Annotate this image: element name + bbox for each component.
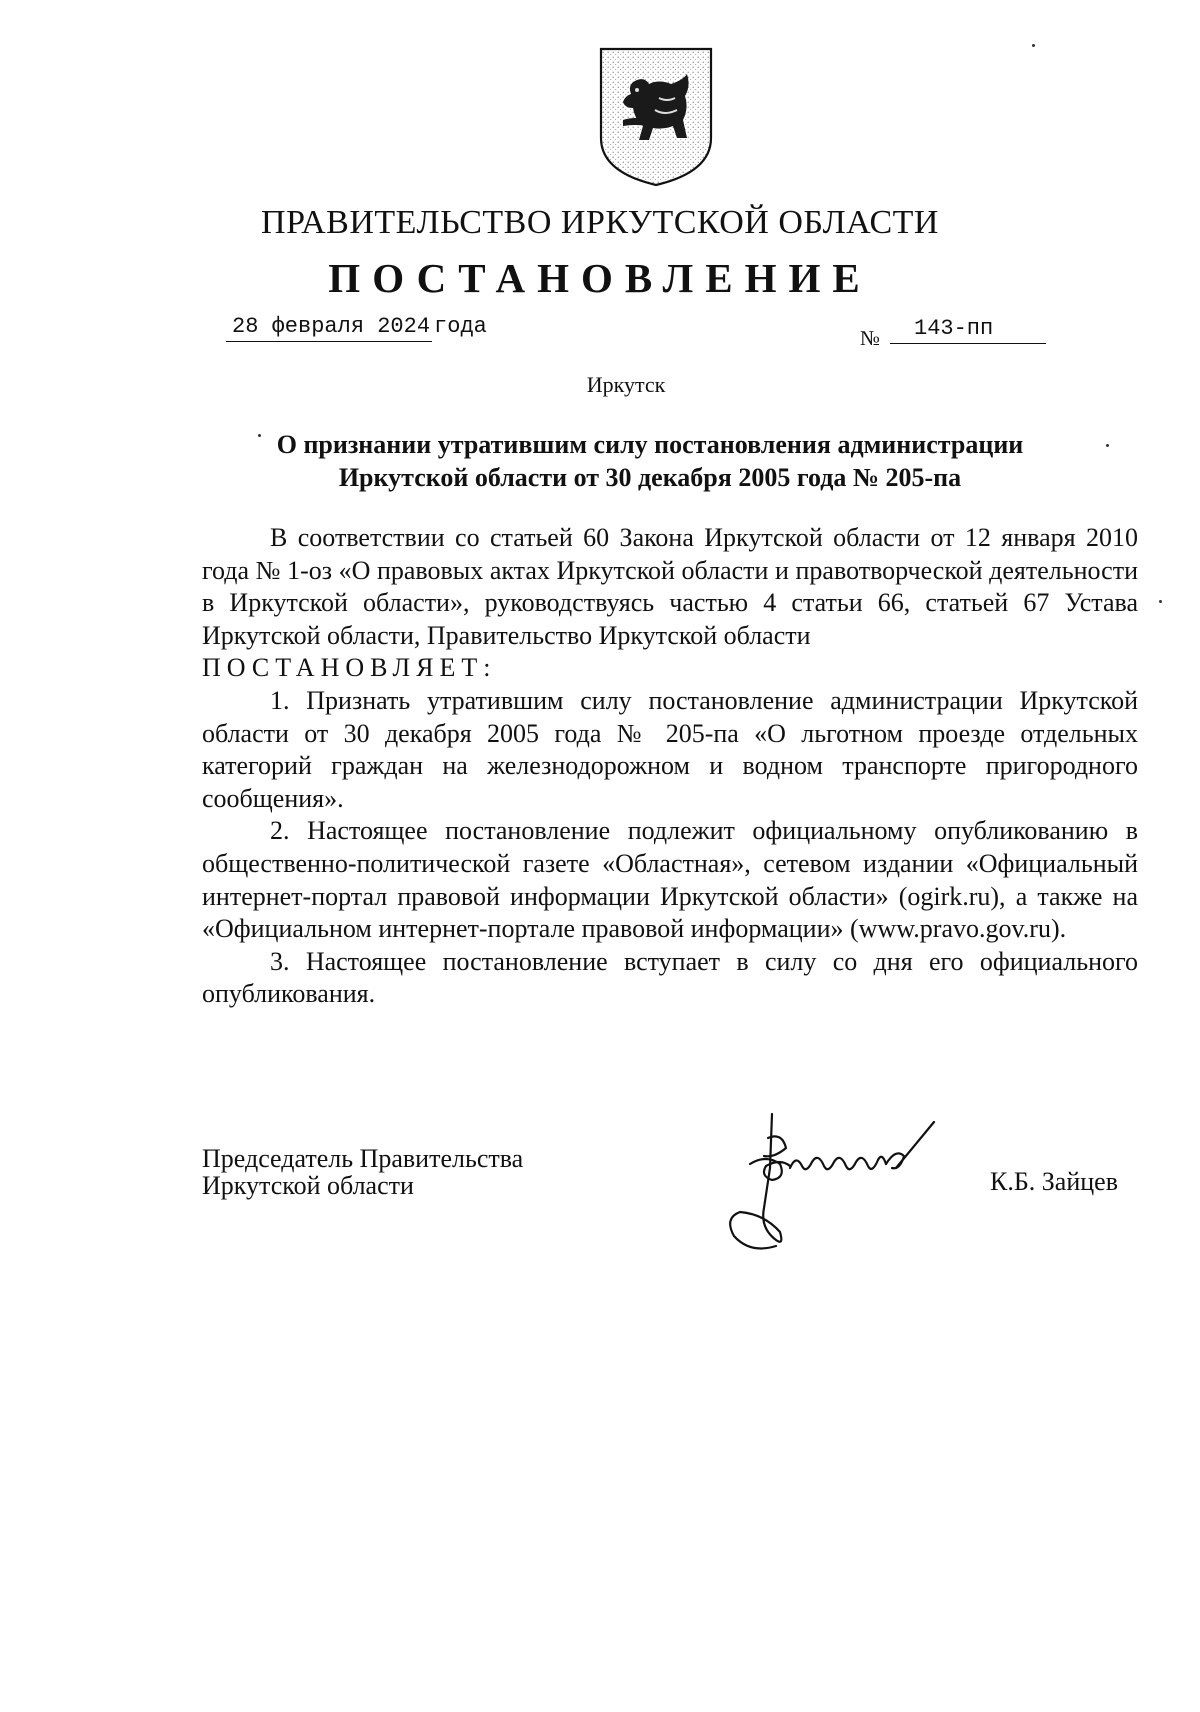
decree-item-2: 2. Настоящее постановление подлежит официальному опубликованию в общественно-политической газете «Областная», сетевом издании «Официальный интернет-портал правовой информации Иркутской области» (ogirk.ru), а также на «Официальном интернет-портале правовой информации» (www.pravo.gov.ru). [202, 816, 1138, 944]
document-body [202, 522, 1138, 1011]
decree-word: ПОСТАНОВЛЯЕТ: [202, 653, 497, 683]
signer-position-line-1: Председатель Правительства [202, 1144, 524, 1173]
coat-of-arms-icon [597, 46, 715, 188]
government-title: ПРАВИТЕЛЬСТВО ИРКУТСКОЙ ОБЛАСТИ [261, 204, 939, 241]
date-suffix: года [434, 314, 487, 339]
signer-name: К.Б. Зайцев [990, 1167, 1118, 1196]
date-value: 28 февраля 2024 [226, 314, 432, 342]
city-label: Иркутск [586, 372, 666, 397]
handwritten-signature-icon [720, 1108, 960, 1258]
document-type-title: ПОСТАНОВЛЕНИЕ [328, 255, 872, 301]
signer-position [202, 1145, 523, 1199]
scan-speck [1159, 600, 1162, 603]
document-number: 143-пп [890, 316, 1046, 344]
number-sign: № [860, 326, 881, 350]
subject-line-1: О признании утратившим силу постановления администрации [276, 430, 1024, 459]
subject-line-2: Иркутской области от 30 декабря 2005 года № 205-па [338, 463, 962, 492]
scan-speck [258, 434, 261, 437]
decree-item-1: 1. Признать утратившим силу постановление администрации Иркутской области от 30 декабря 2005 года № 205-па «О льготном проезде отдельных категорий граждан на железнодорожном и водном транспорте пригородного сообщения». [202, 685, 1138, 813]
scan-speck [1106, 444, 1109, 447]
signer-position-line-2: Иркутской области [202, 1171, 414, 1200]
preamble-paragraph: В соответствии со статьей 60 Закона Иркутской области от 12 января 2010 года № 1-оз «О правовых актах Иркутской области и правотворческой деятельности в Иркутской области», руководствуясь частью 4 статьи 66, статьей 67 Устава Иркутской области, Правительство Иркутской области [202, 523, 1138, 650]
document-subject [200, 428, 1100, 494]
decree-item-3: 3. Настоящее постановление вступает в силу со дня его официального опубликования. [202, 946, 1138, 1009]
scan-speck [1032, 44, 1035, 47]
document-date [226, 314, 487, 342]
